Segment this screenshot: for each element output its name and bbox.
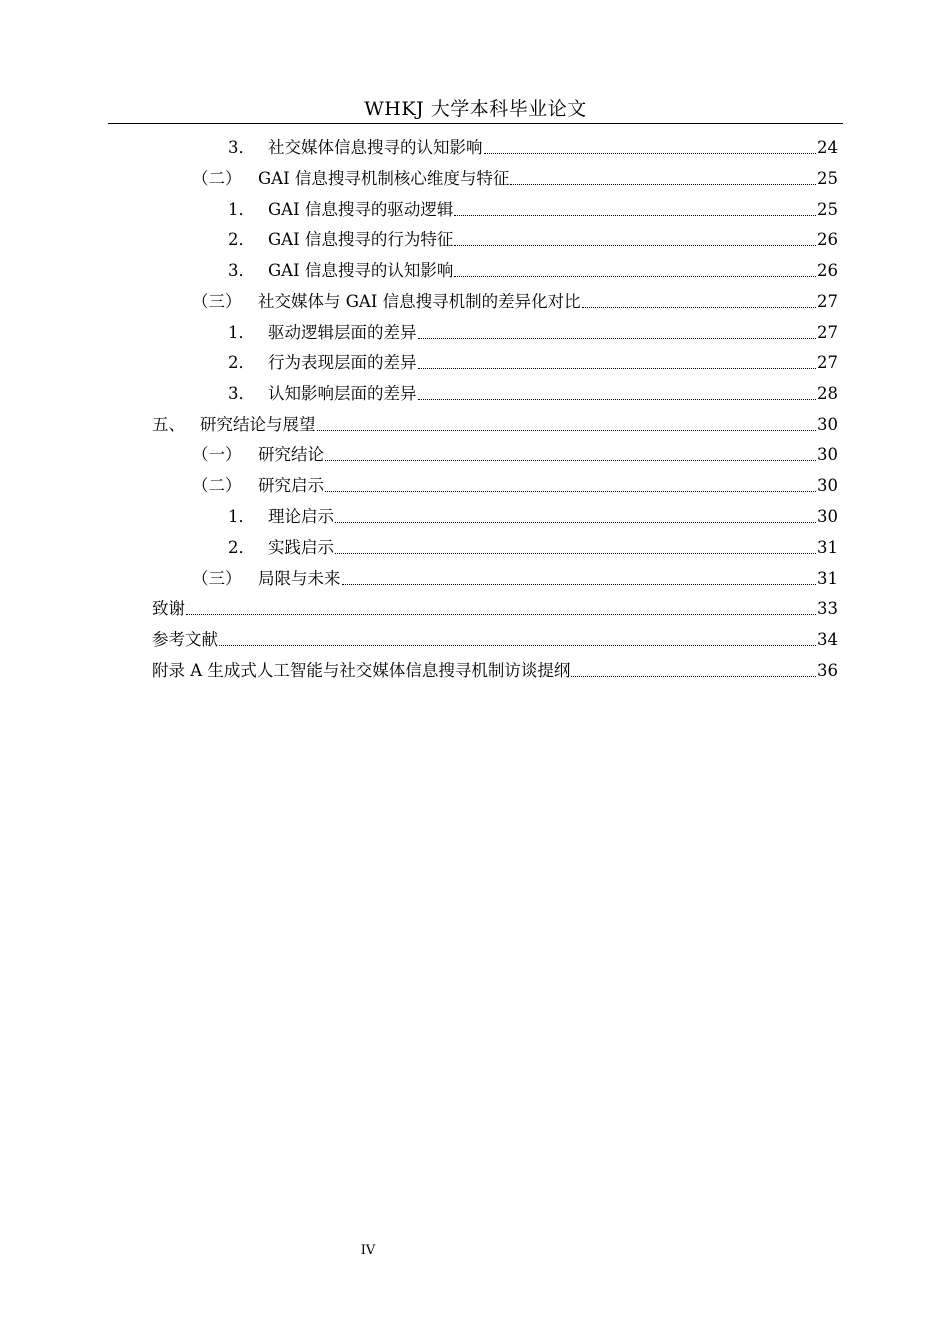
toc-leader-dots <box>484 152 817 154</box>
toc-leader-dots <box>454 275 816 277</box>
toc-entry-title: 认知影响层面的差异 <box>268 384 417 403</box>
toc-entry-title: GAI 信息搜寻的行为特征 <box>268 230 454 249</box>
toc-entry-page: 31 <box>817 569 838 588</box>
toc-entry[interactable] <box>228 316 838 344</box>
toc-entry-number: 2． <box>228 538 255 557</box>
toc-entry-number: （三） <box>192 569 242 588</box>
toc-entry-page: 27 <box>817 292 838 311</box>
toc-entry-title: 社交媒体与 GAI 信息搜寻机制的差异化对比 <box>258 292 581 311</box>
toc-leader-dots <box>582 306 816 308</box>
toc-leader-dots <box>335 521 816 523</box>
toc-entry-page: 30 <box>817 507 838 526</box>
toc-entry-number: （二） <box>192 169 242 188</box>
toc-entry-page: 34 <box>817 630 838 649</box>
toc-entry[interactable] <box>228 193 838 221</box>
toc-entry-number: 1． <box>228 323 255 342</box>
toc-entry[interactable] <box>228 500 838 528</box>
toc-leader-dots <box>219 644 816 646</box>
toc-entry[interactable] <box>228 346 838 374</box>
toc-entry[interactable] <box>228 531 838 559</box>
toc-entry-number: 3． <box>228 261 255 280</box>
toc-leader-dots <box>317 429 817 431</box>
toc-entry-title: GAI 信息搜寻机制核心维度与特征 <box>258 169 510 188</box>
toc-entry-page: 30 <box>817 445 838 464</box>
toc-entry-page: 33 <box>817 599 838 618</box>
toc-entry-title: 驱动逻辑层面的差异 <box>268 323 417 342</box>
toc-leader-dots <box>571 675 816 677</box>
toc-leader-dots <box>454 244 816 246</box>
toc-entry[interactable] <box>192 285 838 313</box>
page-header: WHKJ 大学本科毕业论文 <box>364 98 587 120</box>
toc-entry-title: GAI 信息搜寻的驱动逻辑 <box>268 200 454 219</box>
toc-entry[interactable] <box>228 377 838 405</box>
toc-entry-number: 1． <box>228 200 255 219</box>
toc-entry-title: 研究结论 <box>258 445 324 464</box>
toc-entry-title: 致谢 <box>152 599 185 618</box>
toc-entry-title: 研究结论与展望 <box>200 415 316 434</box>
toc-leader-dots <box>418 367 817 369</box>
toc-entry[interactable] <box>192 562 838 590</box>
toc-entry-title: 局限与未来 <box>258 569 341 588</box>
toc-entry[interactable] <box>192 438 838 466</box>
toc-entry-page: 25 <box>817 169 838 188</box>
toc-leader-dots <box>325 459 816 461</box>
toc-entry-number: （三） <box>192 292 242 311</box>
page-number: IV <box>360 1243 376 1258</box>
toc-entry-title: 理论启示 <box>268 507 334 526</box>
toc-entry[interactable] <box>152 623 838 651</box>
toc-entry-number: 1． <box>228 507 255 526</box>
toc-entry-page: 28 <box>817 384 838 403</box>
toc-entry-page: 27 <box>817 323 838 342</box>
toc-entry-page: 26 <box>817 261 838 280</box>
toc-entry[interactable] <box>152 654 838 682</box>
toc-leader-dots <box>454 214 816 216</box>
toc-leader-dots <box>335 552 816 554</box>
header-rule <box>108 123 843 124</box>
toc-entry-number: 五、 <box>152 415 185 434</box>
toc-entry[interactable] <box>192 469 838 497</box>
toc-entry-title: 社交媒体信息搜寻的认知影响 <box>268 138 483 157</box>
toc-entry-number: （二） <box>192 476 242 495</box>
toc-leader-dots <box>342 583 817 585</box>
toc-entry-number: 2． <box>228 230 255 249</box>
toc-leader-dots <box>186 613 816 615</box>
toc-entry-title: 实践启示 <box>268 538 334 557</box>
toc-entry-title: 行为表现层面的差异 <box>268 353 417 372</box>
toc-entry[interactable] <box>192 162 838 190</box>
toc-entry-page: 31 <box>817 538 838 557</box>
toc-entry-title: 参考文献 <box>152 630 218 649</box>
toc-entry-page: 26 <box>817 230 838 249</box>
toc-entry-number: 2． <box>228 353 255 372</box>
toc-leader-dots <box>418 337 817 339</box>
toc-entry[interactable] <box>228 223 838 251</box>
toc-leader-dots <box>510 183 816 185</box>
toc-entry-number: （一） <box>192 445 242 464</box>
toc-leader-dots <box>418 398 817 400</box>
toc-entry-page: 30 <box>817 476 838 495</box>
toc-entry-title: 附录 A 生成式人工智能与社交媒体信息搜寻机制访谈提纲 <box>152 661 571 680</box>
toc-entry-number: 3． <box>228 384 255 403</box>
toc-entry[interactable] <box>228 254 838 282</box>
toc-entry-number: 3． <box>228 138 255 157</box>
toc-entry-page: 25 <box>817 200 838 219</box>
toc-entry-page: 30 <box>817 415 838 434</box>
toc-entry-page: 24 <box>817 138 838 157</box>
toc-entry[interactable] <box>152 592 838 620</box>
toc-entry[interactable] <box>152 408 838 436</box>
toc-leader-dots <box>325 490 816 492</box>
toc-entry-title: 研究启示 <box>258 476 324 495</box>
toc-entry-title: GAI 信息搜寻的认知影响 <box>268 261 454 280</box>
toc-entry[interactable] <box>228 131 838 159</box>
toc-entry-page: 36 <box>817 661 838 680</box>
toc-entry-page: 27 <box>817 353 838 372</box>
